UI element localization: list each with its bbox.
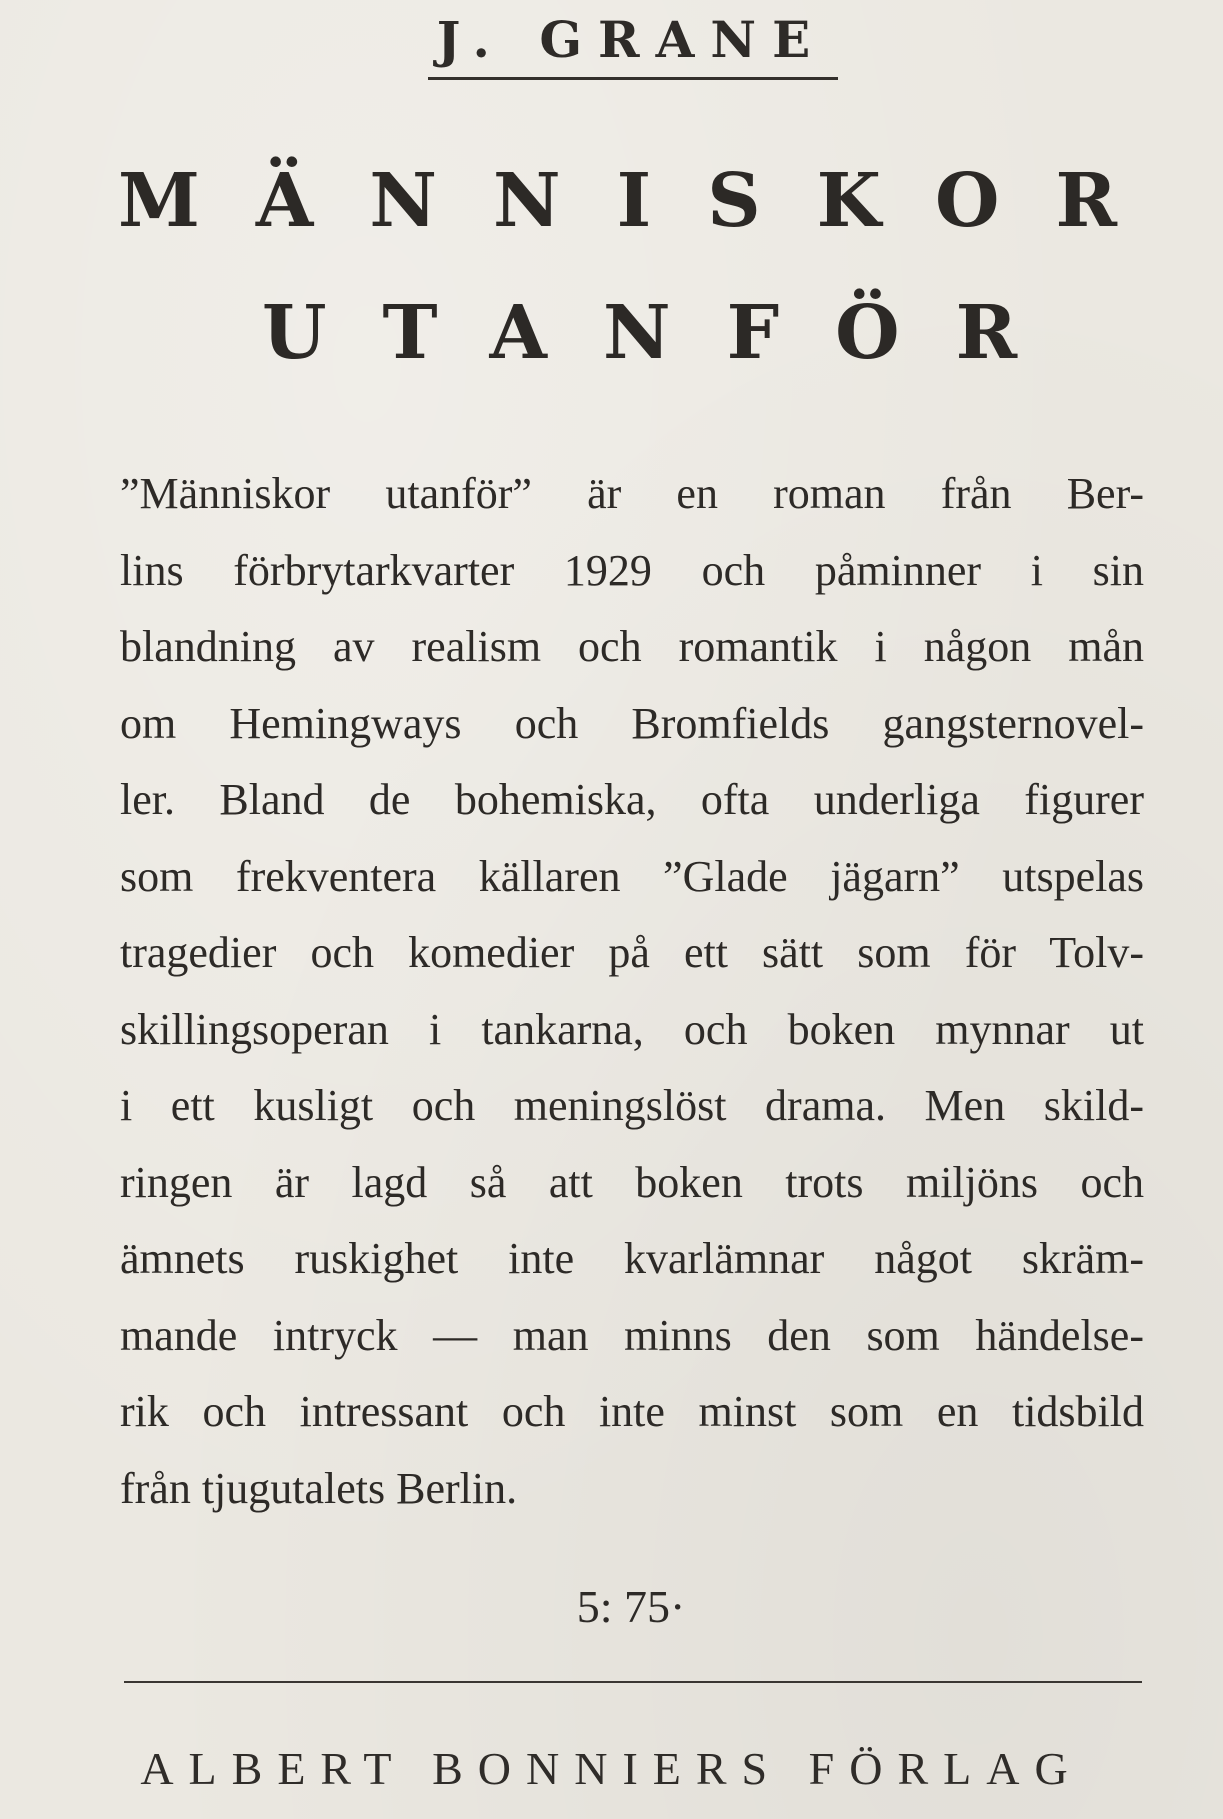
description-paragraph xyxy=(120,456,1144,1527)
description-line: lins förbrytarkvarter 1929 och påminner i sin xyxy=(120,545,1144,595)
description-line: mande intryck — man minns den som händelse- xyxy=(120,1310,1144,1360)
description-line: ler. Bland de bohemiska, ofta underliga figurer xyxy=(120,775,1144,824)
description-line: rik och intressant och inte minst som en tidsbild xyxy=(120,1387,1144,1436)
title-line-2: UTANFÖR xyxy=(262,290,1074,376)
footer-divider xyxy=(124,1681,1142,1683)
description-line: i ett kusligt och meningslöst drama. Men skild- xyxy=(120,1081,1144,1130)
description-line: ringen är lagd så att boken trots miljöns och xyxy=(120,1157,1144,1207)
description-line: ”Människor utanför” är en roman från Ber- xyxy=(120,469,1144,518)
description-line: om Hemingways och Bromfields gangsternovel- xyxy=(120,698,1144,748)
description-line: blandning av realism och romantik i någon mån xyxy=(120,622,1144,671)
description-line: som frekventera källaren ”Glade jägarn” utspelas xyxy=(120,851,1144,901)
description-line: tragedier och komedier på ett sätt som för Tolv- xyxy=(120,928,1144,977)
description-line: ämnets ruskighet inte kvarlämnar något skräm- xyxy=(120,1234,1144,1283)
author-underline xyxy=(428,77,838,80)
description-line: skillingsoperan i tankarna, och boken mynnar ut xyxy=(120,1004,1144,1054)
title-line-1: MÄNNISKOR xyxy=(118,158,1173,244)
author-name: J. GRANE xyxy=(436,10,827,69)
description-line: från tjugutalets Berlin. xyxy=(120,1463,518,1513)
publisher-name: ALBERT BONNIERS FÖRLAG xyxy=(140,1743,1083,1794)
price: 5: 75· xyxy=(576,1581,686,1632)
